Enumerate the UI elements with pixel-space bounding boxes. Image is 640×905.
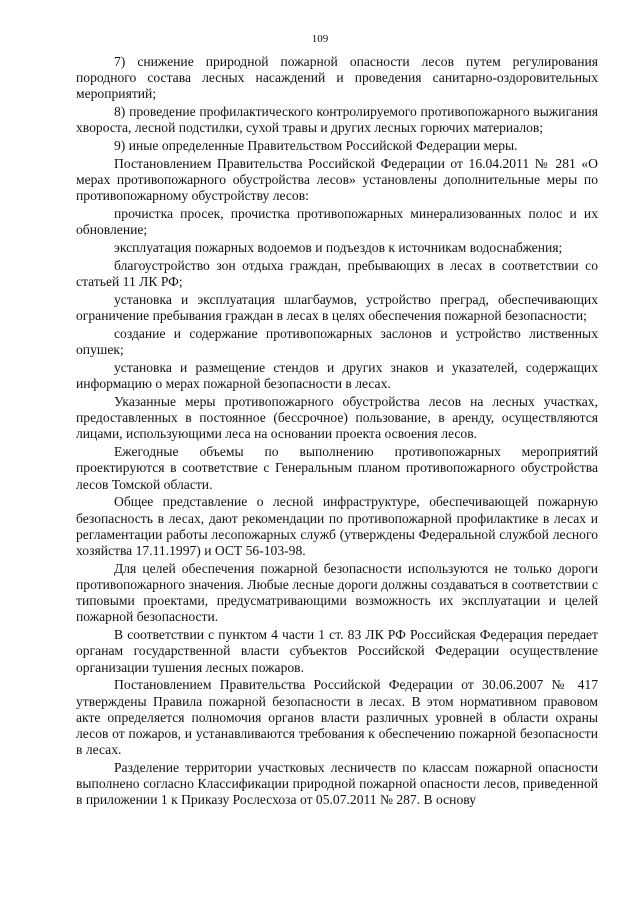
paragraph-11: Указанные меры противопожарного обустройства лесов на лесных участках, предоставленных в постоянное (бессрочное) пользование, в аренду, осуществляются лицами, использующими леса на основании проекта освоения лесов. xyxy=(76,394,598,442)
paragraph-7: благоустройство зон отдыха граждан, пребывающих в лесах в соответствии со статьей 11 ЛК РФ; xyxy=(76,258,598,290)
paragraph-8: установка и эксплуатация шлагбаумов, устройство преград, обеспечивающих ограничение пребывания граждан в лесах в целях обеспечения пожарной безопасности; xyxy=(76,292,598,324)
paragraph-10: установка и размещение стендов и других знаков и указателей, содержащих информацию о мерах пожарной безопасности в лесах. xyxy=(76,360,598,392)
paragraph-6: эксплуатация пожарных водоемов и подъездов к источникам водоснабжения; xyxy=(114,240,563,256)
paragraph-17: Разделение территории участковых лесничеств по классам пожарной опасности выполнено согласно Классификации природной пожарной опасности лесов, приведенной в приложении 1 к Приказу Рослесхоза от 05.07.2011 № 287. В основу xyxy=(76,760,598,808)
paragraph-13: Общее представление о лесной инфраструктуре, обеспечивающей пожарную безопасность в лесах, дают рекомендации по противопожарной профилактике в лесах и регламентации работы лесопожарных служб (утверждены Федеральной службой лесного хозяйства 17.11.1997) и ОСТ 56-103-98. xyxy=(76,494,598,559)
paragraph-5: прочистка просек, прочистка противопожарных минерализованных полос и их обновление; xyxy=(76,206,598,238)
paragraph-1: 7) снижение природной пожарной опасности лесов путем регулирования породного состава лесных насаждений и проведения санитарно-оздоровительных мероприятий; xyxy=(76,54,598,102)
paragraph-16: Постановлением Правительства Российской Федерации от 30.06.2007 № 417 утверждены Правила пожарной безопасности в лесах. В этом нормативном правовом акте определяется полномочия органов власти различных уровней в области охраны лесов от пожаров, и устанавливаются требования к обеспечению пожарной безопасности в лесах. xyxy=(76,677,598,758)
paragraph-12: Ежегодные объемы по выполнению противопожарных мероприятий проектируются в соответствие с Генеральным планом противопожарного обустройства лесов Томской области. xyxy=(76,444,598,492)
paragraph-9: создание и содержание противопожарных заслонов и устройство лиственных опушек; xyxy=(76,326,598,358)
paragraph-3: 9) иные определенные Правительством Российской Федерации меры. xyxy=(114,138,518,154)
paragraph-2: 8) проведение профилактического контролируемого противопожарного выжигания хвороста, лесной подстилки, сухой травы и других лесных горючих материалов; xyxy=(76,104,598,136)
body-text xyxy=(76,54,598,810)
paragraph-14: Для целей обеспечения пожарной безопасности используются не только дороги противопожарного значения. Любые лесные дороги должны создаваться в соответствии с типовыми проектами, предусматривающими возможность их эксплуатации и целей пожарной безопасности. xyxy=(76,560,598,625)
paragraph-4: Постановлением Правительства Российской Федерации от 16.04.2011 № 281 «О мерах противопожарного обустройства лесов» установлены дополнительные меры по противопожарному обустройству лесов: xyxy=(76,156,598,204)
page-number: 109 xyxy=(311,33,329,45)
paragraph-15: В соответствии с пунктом 4 части 1 ст. 83 ЛК РФ Российская Федерация передает органам государственной власти субъектов Российской Федерации осуществление организации тушения лесных пожаров. xyxy=(76,627,598,675)
